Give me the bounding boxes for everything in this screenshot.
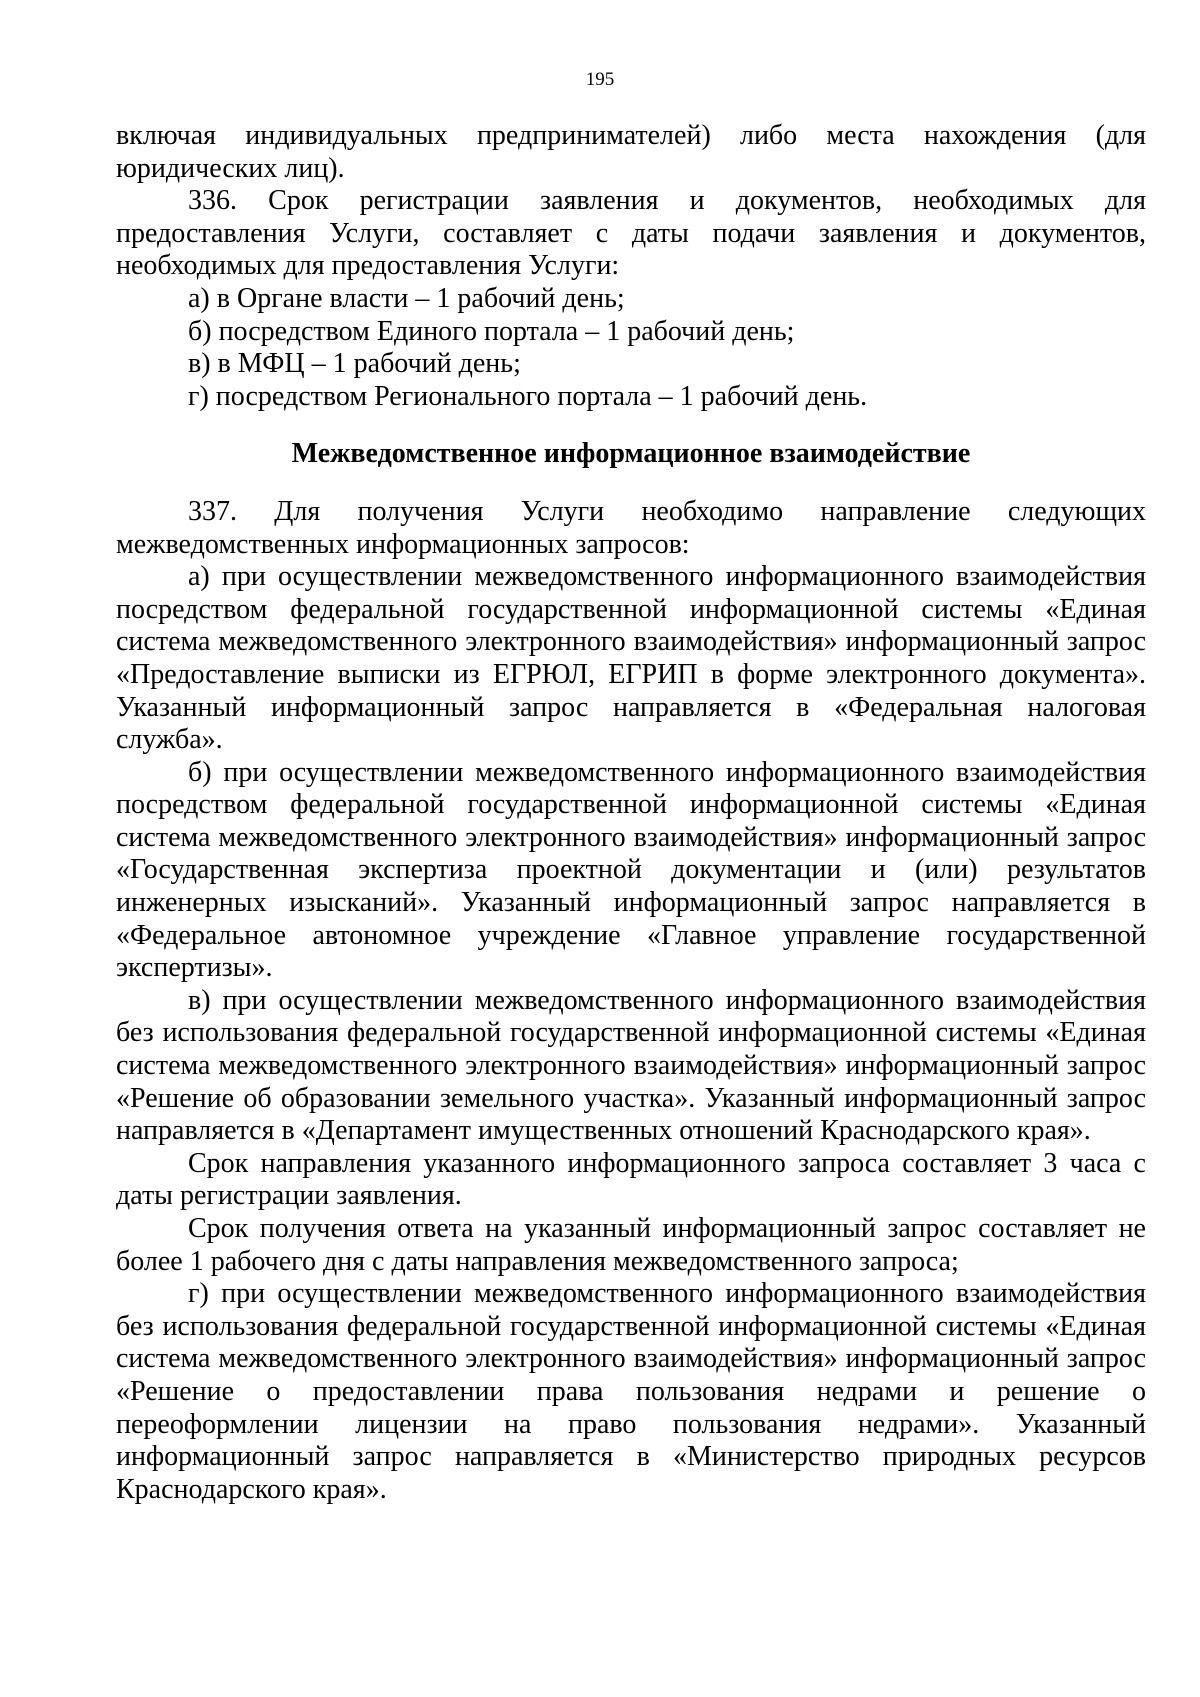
section-heading: Межведомственное информационное взаимодействие xyxy=(291,438,971,470)
request-item-v: в) при осуществлении межведомственного информационного взаимодействия без использования федеральной государственной информационной системы «Единая система межведомственного электронного взаимодействия» информационный запрос «Решение об образовании земельного участка». Указанный информационный запрос направляется в «Департамент имущественных отношений Краснодарского края». xyxy=(116,984,1146,1147)
list-item-b: б) посредством Единого портала – 1 рабочий день; xyxy=(188,315,795,347)
request-send-deadline: Срок направления указанного информационного запроса составляет 3 часа с даты регистрации заявления. xyxy=(116,1147,1146,1212)
page-number: 195 xyxy=(585,69,615,90)
body-text xyxy=(116,120,1146,1506)
request-item-b: б) при осуществлении межведомственного информационного взаимодействия посредством федеральной государственной информационной системы «Единая система межведомственного электронного взаимодействия» информационный запрос «Государственная экспертиза проектной документации и (или) результатов инженерных изысканий». Указанный информационный запрос направляется в «Федеральное автономное учреждение «Главное управление государственной экспертизы». xyxy=(116,756,1146,984)
paragraph-337: 337. Для получения Услуги необходимо направление следующих межведомственных информационных запросов: xyxy=(116,495,1146,560)
paragraph-336: 336. Срок регистрации заявления и документов, необходимых для предоставления Услуги, составляет с даты подачи заявления и документов, необходимых для предоставления Услуги: xyxy=(116,185,1146,282)
request-item-a: а) при осуществлении межведомственного информационного взаимодействия посредством федеральной государственной информационной системы «Единая система межведомственного электронного взаимодействия» информационный запрос «Предоставление выписки из ЕГРЮЛ, ЕГРИП в форме электронного документа». Указанный информационный запрос направляется в «Федеральная налоговая служба». xyxy=(116,561,1146,756)
list-item-v: в) в МФЦ – 1 рабочий день; xyxy=(188,348,521,380)
list-item-a: а) в Органе власти – 1 рабочий день; xyxy=(188,282,625,314)
list-item-g: г) посредством Регионального портала – 1 рабочий день. xyxy=(188,380,868,412)
paragraph-continuation: включая индивидуальных предпринимателей) либо места нахождения (для юридических лиц). xyxy=(116,120,1146,184)
request-item-g: г) при осуществлении межведомственного информационного взаимодействия без использования федеральной государственной информационной системы «Единая система межведомственного электронного взаимодействия» информационный запрос «Решение о предоставлении права пользования недрами и решение о переоформлении лицензии на право пользования недрами». Указанный информационный запрос направляется в «Министерство природных ресурсов Краснодарского края». xyxy=(116,1278,1146,1505)
response-deadline: Срок получения ответа на указанный информационный запрос составляет не более 1 рабочего дня с даты направления межведомственного запроса; xyxy=(116,1213,1146,1277)
